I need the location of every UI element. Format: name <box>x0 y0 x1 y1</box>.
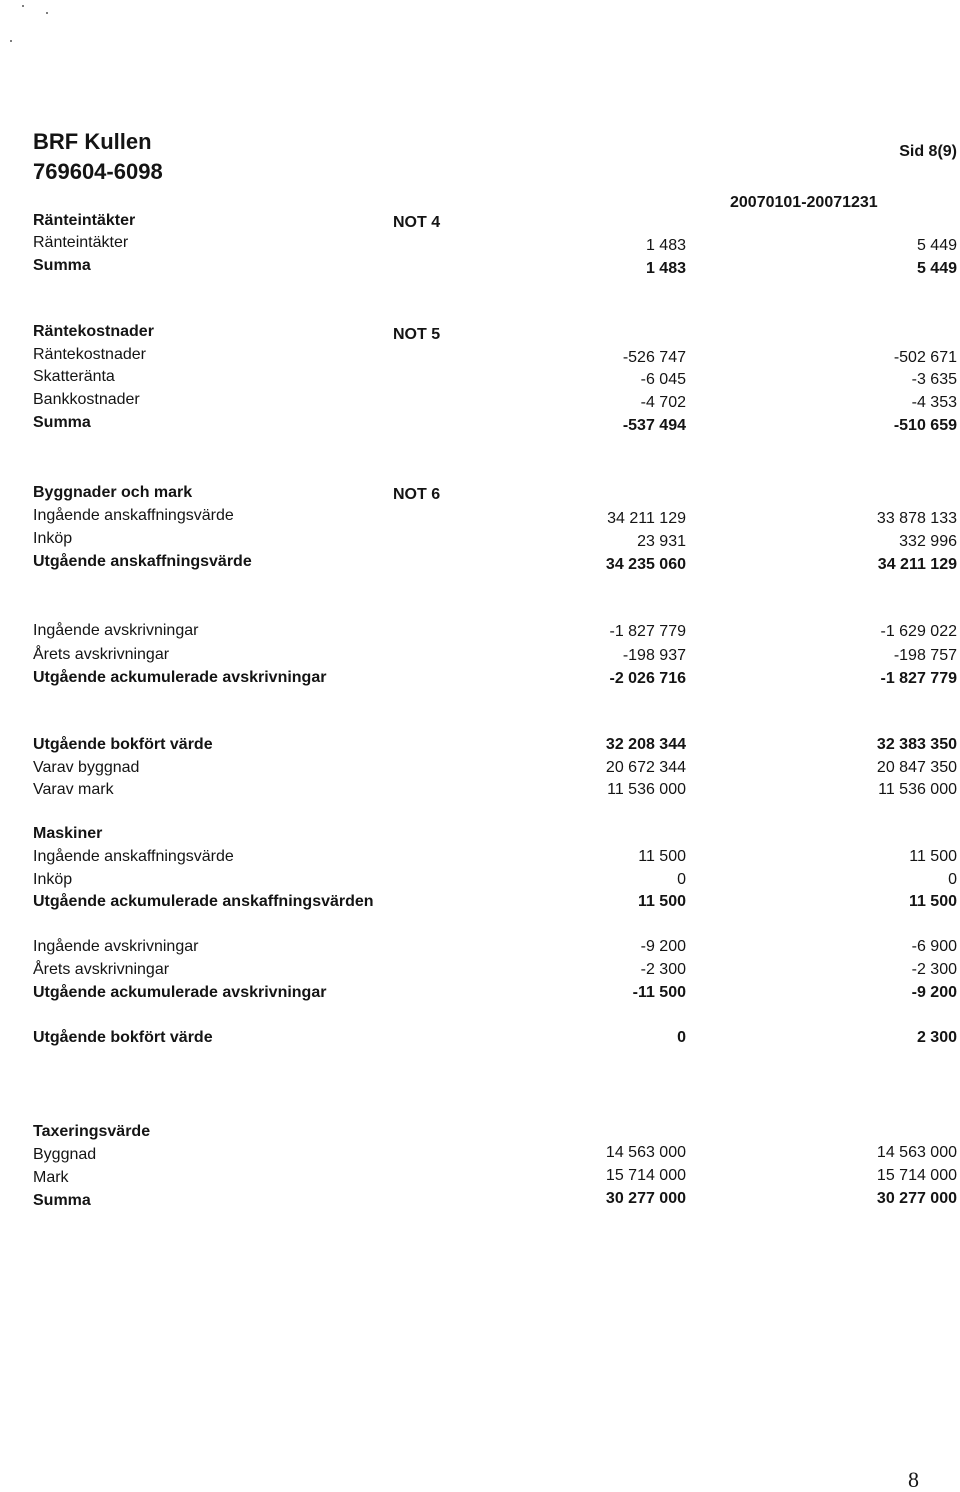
current-year-value: 20 672 344 <box>605 759 686 776</box>
row-label: Ingående anskaffningsvärde <box>33 848 234 865</box>
previous-year-value: 11 500 <box>908 893 957 910</box>
section-title: Byggnader och mark <box>33 484 193 501</box>
previous-year-value: 0 <box>948 871 957 888</box>
row-label: Ränteintäkter <box>33 234 129 251</box>
current-year-value: -2 300 <box>640 961 686 978</box>
note-label: NOT 5 <box>393 326 441 343</box>
row-label: Utgående ackumulerade avskrivningar <box>33 984 327 1001</box>
row-label: Summa <box>33 1192 91 1209</box>
previous-year-value: 30 277 000 <box>876 1190 957 1207</box>
previous-year-value: -2 300 <box>911 961 957 978</box>
row-label: Mark <box>33 1169 69 1186</box>
row-label: Årets avskrivningar <box>33 961 170 978</box>
current-year-value: 23 931 <box>637 533 686 550</box>
previous-year-value: 5 449 <box>916 237 957 254</box>
row-label: Summa <box>33 414 91 431</box>
row-label: Bankkostnader <box>33 391 140 408</box>
previous-year-value: 2 300 <box>916 1029 957 1046</box>
row-label: Ingående avskrivningar <box>33 622 199 639</box>
previous-year-value: -3 635 <box>911 371 957 388</box>
previous-year-value: -198 757 <box>893 647 957 664</box>
previous-year-value: 15 714 000 <box>876 1167 957 1184</box>
note-label: NOT 6 <box>393 486 441 503</box>
previous-year-value: 5 449 <box>916 260 957 277</box>
previous-year-value: -9 200 <box>911 984 957 1001</box>
current-year-value: 14 563 000 <box>605 1144 686 1161</box>
row-label: Årets avskrivningar <box>33 646 170 663</box>
scan-speck <box>22 5 24 7</box>
previous-year-value: -4 353 <box>911 394 957 411</box>
row-label: Räntekostnader <box>33 346 146 363</box>
row-label: Inköp <box>33 871 73 888</box>
scan-speck <box>10 40 12 42</box>
current-year-value: 0 <box>677 871 686 888</box>
current-year-value: -537 494 <box>622 417 686 434</box>
row-label: Utgående anskaffningsvärde <box>33 553 252 570</box>
current-year-value: 11 500 <box>638 848 686 865</box>
current-year-value: 34 235 060 <box>605 556 686 573</box>
previous-year-value: 14 563 000 <box>876 1144 957 1161</box>
previous-year-value: -1 827 779 <box>880 670 957 687</box>
section-title: Maskiner <box>33 825 103 842</box>
current-year-value: -6 045 <box>640 371 686 388</box>
row-label: Varav byggnad <box>33 759 140 776</box>
row-label: Utgående bokfört värde <box>33 1029 213 1046</box>
current-year-value: -526 747 <box>622 349 686 366</box>
previous-year-value: 34 211 129 <box>877 556 957 573</box>
current-year-value: 15 714 000 <box>605 1167 686 1184</box>
scan-speck <box>46 12 48 14</box>
current-year-value: -198 937 <box>622 647 686 664</box>
previous-year-value: 332 996 <box>899 533 957 550</box>
current-year-value: 1 483 <box>645 260 686 277</box>
company-name: BRF Kullen <box>33 129 152 154</box>
row-label: Inköp <box>33 530 73 547</box>
org-number: 769604-6098 <box>33 159 163 184</box>
current-year-value: -11 500 <box>632 984 686 1001</box>
section-title: Ränteintäkter <box>33 212 136 229</box>
current-year-value: 34 211 129 <box>607 510 686 527</box>
current-year-value: 11 536 000 <box>607 781 686 798</box>
previous-year-value: 20 847 350 <box>876 759 957 776</box>
previous-year-value: 11 500 <box>909 848 957 865</box>
current-year-value: 0 <box>677 1029 686 1046</box>
previous-year-value: 11 536 000 <box>878 781 957 798</box>
current-year-value: 1 483 <box>645 237 686 254</box>
previous-year-value: -6 900 <box>911 938 957 955</box>
row-label: Varav mark <box>33 781 114 798</box>
row-label: Utgående ackumulerade avskrivningar <box>33 669 327 686</box>
note-label: NOT 4 <box>393 214 441 231</box>
previous-year-value: -510 659 <box>893 417 957 434</box>
row-label: Utgående bokfört värde <box>33 736 213 753</box>
current-year-value: -4 702 <box>640 394 686 411</box>
row-label: Byggnad <box>33 1146 97 1163</box>
row-label: Skatteränta <box>33 368 115 385</box>
previous-year-value: 33 878 133 <box>876 510 957 527</box>
current-year-value: -9 200 <box>640 938 686 955</box>
current-year-value: 32 208 344 <box>605 736 686 753</box>
row-label: Ingående avskrivningar <box>33 938 199 955</box>
row-label: Utgående ackumulerade anskaffningsvärden <box>33 893 374 910</box>
row-label: Summa <box>33 257 91 274</box>
previous-year-value: 32 383 350 <box>876 736 957 753</box>
period-header: 20070101-20071231 <box>730 194 878 211</box>
section-title: Taxeringsvärde <box>33 1123 151 1140</box>
previous-year-value: -1 629 022 <box>880 623 957 640</box>
previous-year-value: -502 671 <box>893 349 957 366</box>
current-year-value: -1 827 779 <box>609 623 686 640</box>
current-year-value: -2 026 716 <box>609 670 686 687</box>
current-year-value: 30 277 000 <box>605 1190 686 1207</box>
page-number: 8 <box>908 1467 919 1492</box>
current-year-value: 11 500 <box>637 893 686 910</box>
row-label: Ingående anskaffningsvärde <box>33 507 234 524</box>
page-reference: Sid 8(9) <box>899 143 957 160</box>
section-title: Räntekostnader <box>33 323 154 340</box>
